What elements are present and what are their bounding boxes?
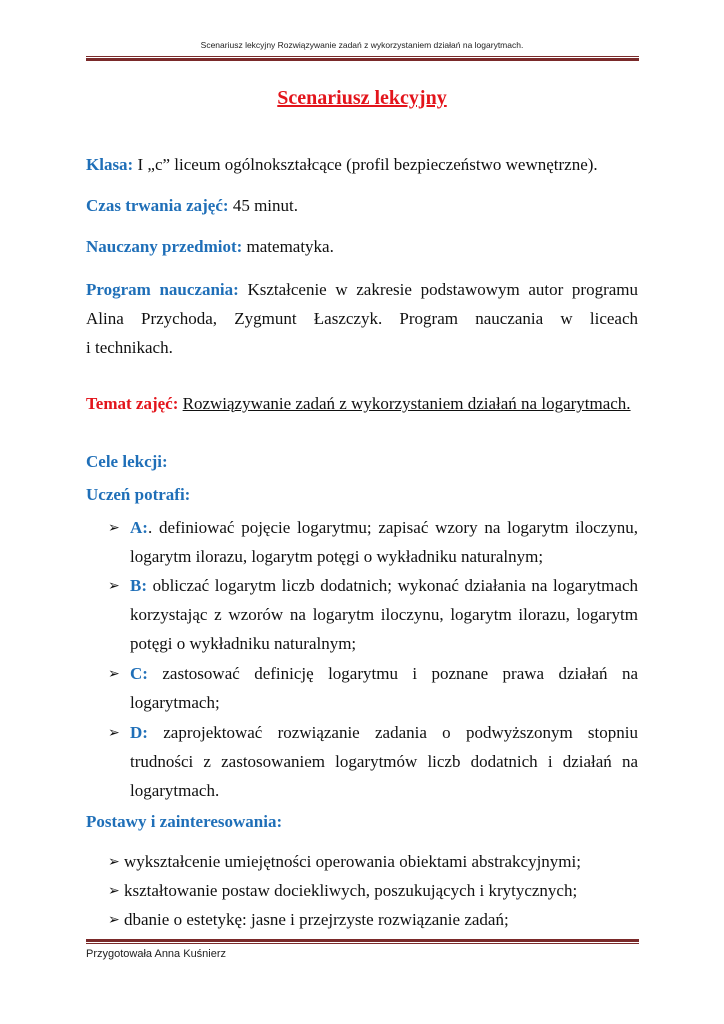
program-line-1	[86, 280, 638, 300]
program-line-3: i technikach.	[86, 338, 173, 357]
cel-a-text-1: . definiować pojęcie logarytmu; zapisać wzory na logarytm iloczynu,	[147, 518, 638, 537]
program-line1-text: Kształcenie w zakresie podstawowym autor programu	[247, 280, 638, 299]
przedmiot-label: Nauczany przedmiot:	[86, 237, 243, 256]
cel-d-line-3: logarytmach.	[130, 781, 220, 800]
cel-c-key: C:	[130, 664, 148, 683]
postawy-item-1: wykształcenie umiejętności operowania obiektami abstrakcyjnymi;	[124, 852, 581, 871]
postawy-item-2: kształtowanie postaw dociekliwych, poszukujących i krytycznych;	[124, 881, 578, 900]
temat-value: Rozwiązywanie zadań z wykorzystaniem działań na logarytmach.	[182, 394, 631, 413]
running-header: Scenariusz lekcyjny Rozwiązywanie zadań z wykorzystaniem działań na logarytmach.	[200, 40, 524, 50]
klasa-line	[86, 155, 598, 175]
footer-rule-thick	[86, 939, 639, 942]
cel-b-key: B:	[130, 576, 147, 595]
header-rule-thin	[86, 56, 639, 57]
temat-line	[86, 394, 631, 414]
bullet-arrow-icon: ➢	[108, 520, 120, 536]
cel-b-line-2: korzystając z wzorów na logarytm iloczynu, logarytm ilorazu, logarytm	[130, 605, 638, 624]
postawy-item-3: dbanie o estetykę: jasne i przejrzyste rozwiązanie zadań;	[124, 910, 509, 929]
klasa-value: I „c” liceum ogólnokształcące (profil bezpieczeństwo wewnętrzne).	[133, 155, 598, 174]
cel-b-line-1	[130, 576, 638, 596]
cel-d-text-1: zaprojektować rozwiązanie zadania o podwyższonym stopniu	[163, 723, 638, 742]
cel-c-line-1	[130, 664, 638, 684]
cel-c-line-2: logarytmach;	[130, 693, 220, 712]
footer-author: Przygotowała Anna Kuśnierz	[86, 948, 227, 960]
czas-line	[86, 196, 298, 216]
bullet-arrow-icon: ➢	[108, 883, 120, 899]
temat-label: Temat zajęć:	[86, 394, 179, 413]
program-label: Program nauczania:	[86, 280, 239, 299]
cel-a-line-2: logarytm ilorazu, logarytm potęgi o wykładniku naturalnym;	[130, 547, 544, 566]
cele-heading: Cele lekcji:	[86, 452, 168, 471]
postawy-heading: Postawy i zainteresowania:	[86, 812, 283, 831]
cel-d-line-1	[130, 723, 638, 743]
przedmiot-line	[86, 237, 334, 257]
czas-label: Czas trwania zajęć:	[86, 196, 229, 215]
bullet-arrow-icon: ➢	[108, 725, 120, 741]
page-title: Scenariusz lekcyjny	[277, 87, 447, 109]
klasa-label: Klasa:	[86, 155, 134, 174]
header-rule-thick	[86, 58, 639, 61]
cel-a-line-1	[130, 518, 638, 538]
program-line-2: Alina Przychoda, Zygmunt Łaszczyk. Program nauczania w liceach	[86, 309, 638, 328]
cel-a-key: A:	[130, 518, 148, 537]
cele-subheading: Uczeń potrafi:	[86, 485, 191, 504]
footer-rule-thin	[86, 943, 639, 944]
czas-value: 45 minut.	[228, 196, 298, 215]
przedmiot-value: matematyka.	[242, 237, 334, 256]
cel-d-line-2: trudności z zastosowaniem logarytmów liczb dodatnich i działań na	[130, 752, 638, 771]
cel-c-text-1: zastosować definicję logarytmu i poznane prawa działań na	[162, 664, 638, 683]
bullet-arrow-icon: ➢	[108, 578, 120, 594]
bullet-arrow-icon: ➢	[108, 912, 120, 928]
bullet-arrow-icon: ➢	[108, 854, 120, 870]
cel-d-key: D:	[130, 723, 148, 742]
cel-b-line-3: potęgi o wykładniku naturalnym;	[130, 634, 357, 653]
cel-b-text-1: obliczać logarytm liczb dodatnich; wykonać działania na logarytmach	[152, 576, 638, 595]
bullet-arrow-icon: ➢	[108, 666, 120, 682]
